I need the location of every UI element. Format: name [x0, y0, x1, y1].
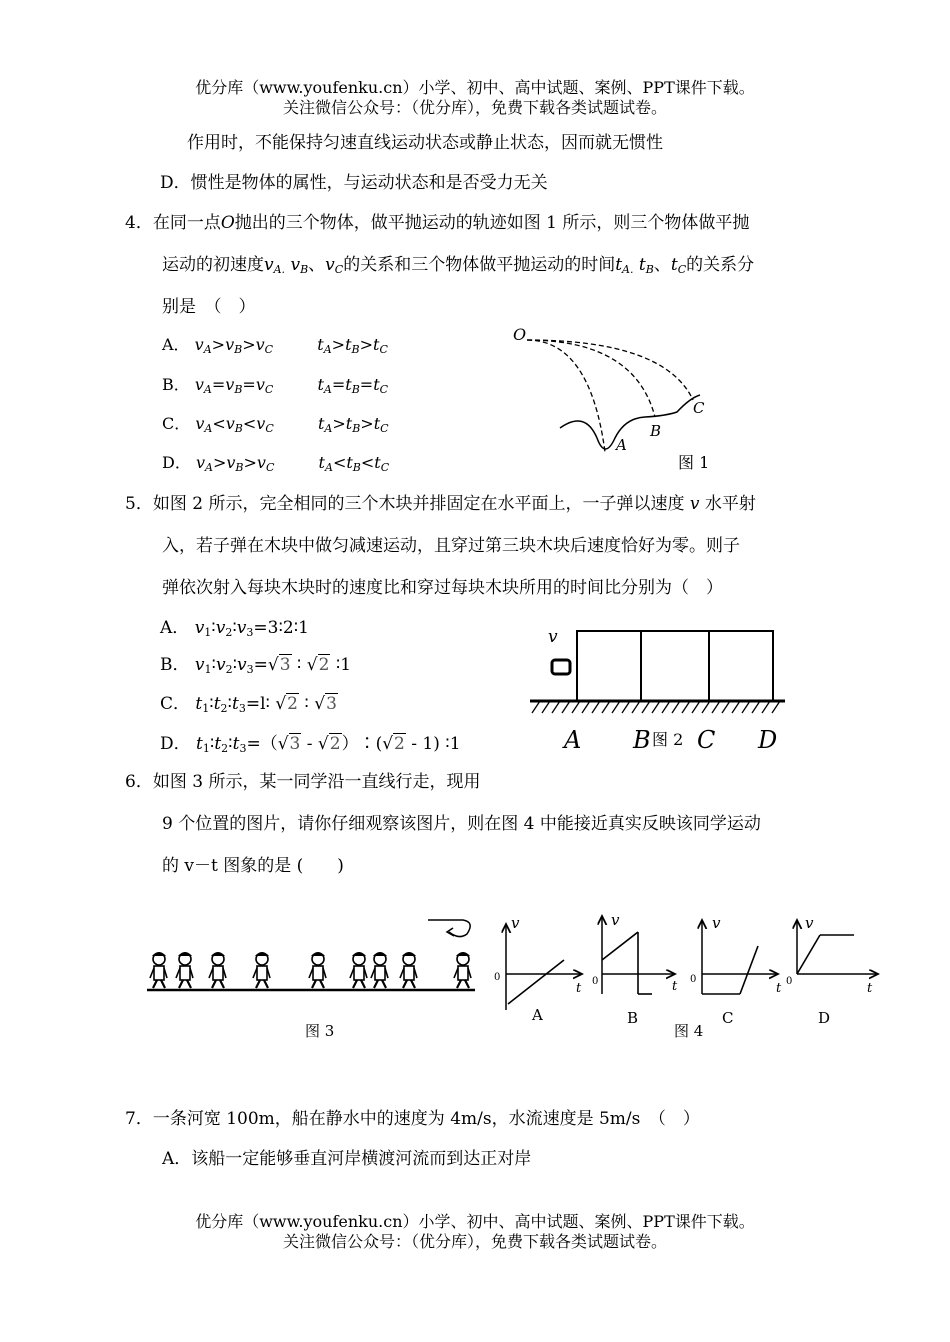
- figure-1-trajectories: [505, 320, 745, 480]
- turn-arrow-icon: [428, 920, 470, 937]
- walker-figure: [253, 952, 270, 988]
- q6-stem-line-2: 9 个位置的图片，请你仔细观察该图片，则在图 4 中能接近真实反映该同学运动: [162, 814, 761, 834]
- walker-figure: [371, 952, 388, 988]
- svg-text:D: D: [818, 1009, 831, 1027]
- svg-text:0: 0: [786, 976, 793, 987]
- fig2-label-c: C: [697, 726, 716, 754]
- fig3-caption: 图 3: [305, 1022, 335, 1040]
- q5-option-a: A． $v_1∶v_2∶v_3=3∶2∶1$: [160, 618, 309, 639]
- q4-stem-line-3: 别是 （ ）: [162, 297, 256, 317]
- q5-stem-line-3: 弹依次射入每块木块时的速度比和穿过每块木块所用的时间比分别为（ ）: [162, 578, 723, 598]
- svg-text:0: 0: [690, 974, 697, 985]
- svg-text:0: 0: [494, 972, 501, 983]
- fig1-label-b: B: [650, 422, 662, 440]
- svg-text:v: v: [511, 914, 520, 932]
- footer-line-2: 关注微信公众号：（优分库），免费下载各类试题试卷。: [282, 1232, 667, 1251]
- q5-stem-line-1: 5．如图 2 所示，完全相同的三个木块并排固定在水平面上，一子弹以速度 v 水平射: [125, 494, 756, 514]
- graph-c: [690, 914, 782, 1027]
- header-line-1: 优分库（www.youfenku.cn）小学、初中、高中试题、案例、PPT课件下载。: [195, 78, 755, 97]
- figure-4-vt-graphs: [490, 910, 885, 1040]
- fig2-label-v: v: [548, 627, 558, 647]
- svg-text:t: t: [867, 981, 873, 996]
- walker-figure: [400, 952, 417, 988]
- fig4-caption: 图 4: [674, 1022, 704, 1040]
- q4-option-a: A． $v_A>v_B>v_C$ $t_A>t_B>t_C$: [162, 335, 388, 356]
- walker-figure: [150, 952, 167, 988]
- q4-stem-line-2: 运动的初速度$v_{A.}$ $v_B$、$v_C$的关系和三个物体做平抛运动的时间$t_{A.}$ $t_B$、$t_C$的关系分: [162, 255, 755, 276]
- walker-figure: [209, 952, 226, 988]
- fig2-label-b: B: [633, 726, 651, 754]
- q4-option-b: B． $v_A=v_B=v_C$ $t_A=t_B=t_C$: [162, 375, 389, 396]
- q7-stem: 7．一条河宽 100m，船在静水中的速度为 4m/s，水流速度是 5m/s （ ）: [125, 1109, 700, 1129]
- walker-figure: [454, 952, 471, 988]
- walker-figure: [350, 952, 367, 988]
- svg-text:t: t: [576, 981, 582, 996]
- header-line-2: 关注微信公众号：（优分库），免费下载各类试题试卷。: [282, 98, 667, 117]
- figure-3-walking-student: [145, 910, 480, 1000]
- q5-option-d: D． $t_1∶t_2∶t_3=(√3$ - √2）∶(√2 - 1) ∶1: [160, 734, 461, 755]
- svg-text:0: 0: [592, 976, 599, 987]
- svg-text:t: t: [776, 981, 782, 996]
- q7-option-a: A．该船一定能够垂直河岸横渡河流而到达正对岸: [162, 1149, 532, 1169]
- graph-a: [494, 914, 582, 1024]
- footer-line-1: 优分库（www.youfenku.cn）小学、初中、高中试题、案例、PPT课件下载。: [195, 1212, 755, 1231]
- q4-option-c: C． $v_A<v_B<v_C$ $t_A>t_B>t_C$: [162, 414, 389, 435]
- walker-figure: [176, 952, 193, 988]
- bullet-icon: [552, 660, 570, 674]
- q5-option-b: B． $v_1∶v_2∶v_3=√3$ ∶ √2 ∶1: [160, 655, 352, 676]
- fig1-label-c: C: [693, 399, 705, 417]
- fig2-caption: 图 2: [652, 730, 684, 749]
- q4-stem-line-1: 4．在同一点O抛出的三个物体，做平抛运动的轨迹如图 1 所示，则三个物体做平抛: [125, 213, 750, 233]
- fig1-label-o: O: [513, 325, 527, 344]
- q3-continuation: 作用时，不能保持匀速直线运动状态或静止状态，因而就无惯性: [187, 133, 663, 153]
- svg-text:v: v: [712, 914, 721, 932]
- svg-text:v: v: [805, 914, 814, 932]
- q6-stem-line-1: 6．如图 3 所示，某一同学沿一直线行走，现用: [125, 772, 481, 792]
- q6-stem-line-3: 的 v－t 图象的是 ( ): [162, 856, 344, 876]
- graph-d: [786, 914, 878, 1027]
- svg-text:A: A: [532, 1006, 543, 1024]
- svg-text:v: v: [611, 911, 620, 929]
- q5-stem-line-2: 入，若子弹在木块中做匀减速运动，且穿过第三块木块后速度恰好为零。则子: [162, 536, 740, 556]
- fig1-label-a: A: [616, 436, 627, 454]
- q5-option-c: C． $t_1∶t_2∶t_3=l∶$ √2 ∶ √3: [160, 694, 337, 715]
- svg-text:C: C: [722, 1009, 734, 1027]
- graph-b: [592, 911, 678, 1027]
- fig2-label-a: A: [564, 726, 582, 754]
- q4-option-d: D． $v_A>v_B>v_C$ $t_A<t_B<t_C$: [162, 453, 390, 474]
- fig2-label-d: D: [758, 726, 778, 754]
- walker-figure: [309, 952, 326, 988]
- svg-text:t: t: [672, 979, 678, 994]
- svg-text:B: B: [627, 1009, 639, 1027]
- fig1-caption: 图 1: [678, 453, 710, 472]
- q3-option-d: D．惯性是物体的属性，与运动状态和是否受力无关: [160, 173, 548, 193]
- figure-2-blocks: [530, 620, 830, 755]
